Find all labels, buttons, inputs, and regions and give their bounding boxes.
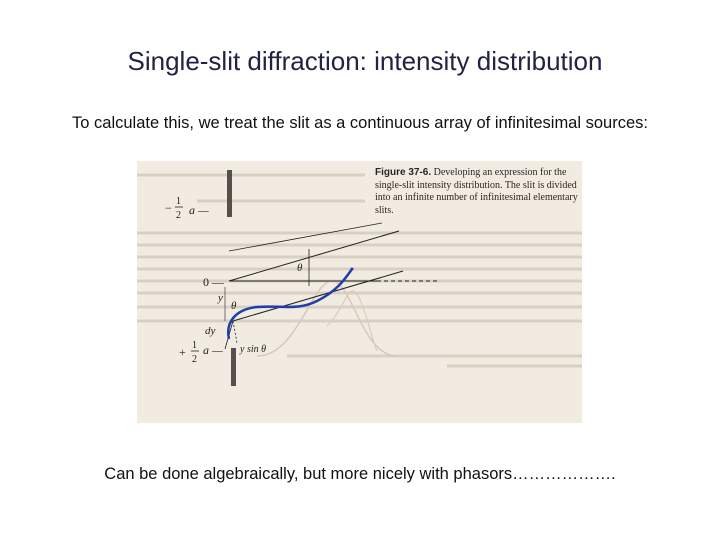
label-theta-top: θ [297,262,303,274]
figure-caption-text: Developing an expression for the single-slit intensity distribution. The slit is divided into an infinite number of infinitesimal elementary slits. [375,167,578,216]
textbook-figure [137,161,582,423]
label-zero: 0 — [203,275,224,289]
label-plus: + [179,345,186,359]
label-dy: dy [205,325,216,337]
label-one-bottom: 1 [192,340,197,351]
ray-element [233,271,403,321]
label-two-bottom: 2 [192,354,197,365]
label-y: y [218,292,223,304]
label-y-sin-theta: y sin θ [240,344,267,355]
label-theta-bottom: θ [231,300,237,312]
label-two-top: 2 [176,210,181,221]
label-a-plus: a — [203,343,223,357]
figure-caption-label: Figure 37-6. [375,167,432,178]
intro-text: To calculate this, we treat the slit as a continuous array of infinitesimal sources: [72,114,648,132]
slide-title: Single-slit diffraction: intensity distribution [127,46,603,76]
figure-caption [375,167,580,217]
ray-upper [229,223,382,251]
label-a-minus: a — [189,203,209,217]
label-one-top: 1 [176,196,181,207]
slit-wall-bottom [231,348,236,386]
bottom-text: Can be done algebraically, but more nicely with phasors………………. [104,465,616,483]
label-minus: − [165,201,172,215]
slit-wall-top [227,170,232,217]
